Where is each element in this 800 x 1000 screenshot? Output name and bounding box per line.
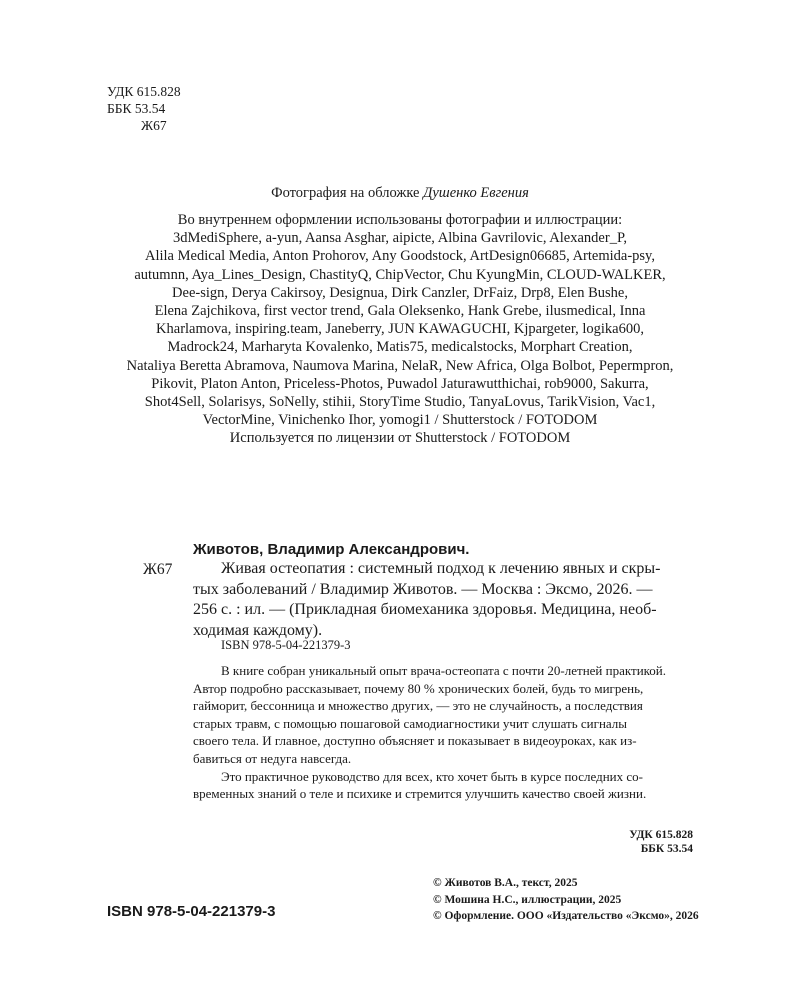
catalog-author: Животов, Владимир Александрович.: [193, 541, 470, 558]
udk-code: УДК 615.828: [107, 84, 181, 99]
cover-photographer: Душенко Евгения: [423, 185, 529, 201]
credit-line: Dee-sign, Derya Cakirsoy, Designua, Dirk Canzler, DrFaiz, Drp8, Elen Bushe,: [172, 284, 628, 301]
author-mark: Ж67: [141, 118, 167, 133]
biblio-line: 256 с. : ил. — (Прикладная биомеханика здоровья. Медицина, необ-: [193, 601, 657, 618]
license-line: Используется по лицензии от Shutterstock / FOTODOM: [229, 430, 571, 447]
annotation-line: В книге собран уникальный опыт врача-остеопата с почти 20-летней практикой.: [221, 663, 667, 678]
annotation-line: гайморит, бессонница и множество других, — это не случайность, а последствия: [193, 698, 643, 714]
biblio-line: тых заболеваний / Владимир Животов. — Москва : Эксмо, 2026. —: [193, 580, 653, 598]
footer-isbn: ISBN 978-5-04-221379-3: [107, 903, 276, 920]
biblio-line: ходимая каждому).: [193, 621, 323, 639]
credit-line: autumnn, Aya_Lines_Design, ChastityQ, ChipVector, Chu KyungMin, CLOUD-WALKER,: [134, 266, 666, 283]
book-annotation: [193, 662, 693, 803]
udk-code: УДК 615.828: [629, 829, 693, 841]
credit-line: Pikovit, Platon Anton, Priceless-Photos, Puwadol Jaturawutthichai, rob9000, Sakurra,: [151, 375, 649, 392]
credit-line: Во внутреннем оформлении использованы фотографии и иллюстрации:: [177, 212, 623, 228]
credit-line: Shot4Sell, Solarisys, SoNelly, stihii, StoryTime Studio, TanyaLovus, TarikVision, Vac1,: [144, 394, 656, 411]
copyright-line: © Животов В.А., текст, 2025: [433, 877, 578, 889]
annotation-line: старых травм, с помощью пошаговой самодиагностики учит слушать сигналы: [193, 715, 628, 731]
credit-line: Nataliya Beretta Abramova, Naumova Marina, NelaR, New Africa, Olga Bolbot, Pepermpron,: [126, 357, 674, 374]
copyright-line: © Оформление. ООО «Издательство «Эксмо», 2026: [433, 910, 699, 922]
catalog-isbn: ISBN 978-5-04-221379-3: [221, 638, 351, 652]
copyright-block: [433, 875, 699, 925]
annotation-line: Это практичное руководство для всех, кто хочет быть в курсе последних со-: [221, 768, 643, 784]
classification-block-top: [107, 83, 181, 134]
illustration-credits: [100, 211, 700, 448]
catalog-mark: Ж67: [143, 561, 173, 578]
annotation-line: бавиться от недуга навсегда.: [193, 750, 352, 766]
cover-photo-prefix: Фотография на обложке: [271, 185, 424, 201]
credit-line: Kharlamova, inspiring.team, Janeberry, JUN KAWAGUCHI, Kjpargeter, logika600,: [156, 321, 644, 338]
credit-line: Alila Medical Media, Anton Prohorov, Any Goodstock, ArtDesign06685, Artemida-psy,: [145, 248, 655, 265]
bbk-code: ББК 53.54: [640, 843, 693, 855]
copyright-line: © Мошина Н.С., иллюстрации, 2025: [433, 893, 622, 906]
classification-block-bottom: [629, 828, 693, 856]
credit-line: 3dMediSphere, a-yun, Aansa Asghar, aipicte, Albina Gavrilovic, Alexander_P,: [172, 230, 628, 247]
annotation-line: своего тела. И главное, доступно объясняет и показывает в видеоуроках, как из-: [193, 733, 637, 749]
annotation-line: временных знаний о теле и психике и стремится улучшить качество своей жизни.: [193, 786, 647, 802]
bibliographic-description: [193, 559, 693, 641]
credit-line: VectorMine, Vinichenko Ihor, yomogi1 / Shutterstock / FOTODOM: [202, 412, 598, 429]
bbk-code: ББК 53.54: [107, 101, 166, 116]
credit-line: Madrock24, Marharyta Kovalenko, Matis75, medicalstocks, Morphart Creation,: [167, 339, 633, 356]
annotation-line: Автор подробно рассказывает, почему 80 % хронических болей, будь то мигрень,: [193, 680, 644, 696]
cover-photo-credit: [100, 184, 700, 202]
credit-line: Elena Zajchikova, first vector trend, Gala Oleksenko, Hank Grebe, ilusmedical, Inna: [154, 303, 646, 320]
biblio-line: Живая остеопатия : системный подход к лечению явных и скры-: [221, 560, 661, 577]
